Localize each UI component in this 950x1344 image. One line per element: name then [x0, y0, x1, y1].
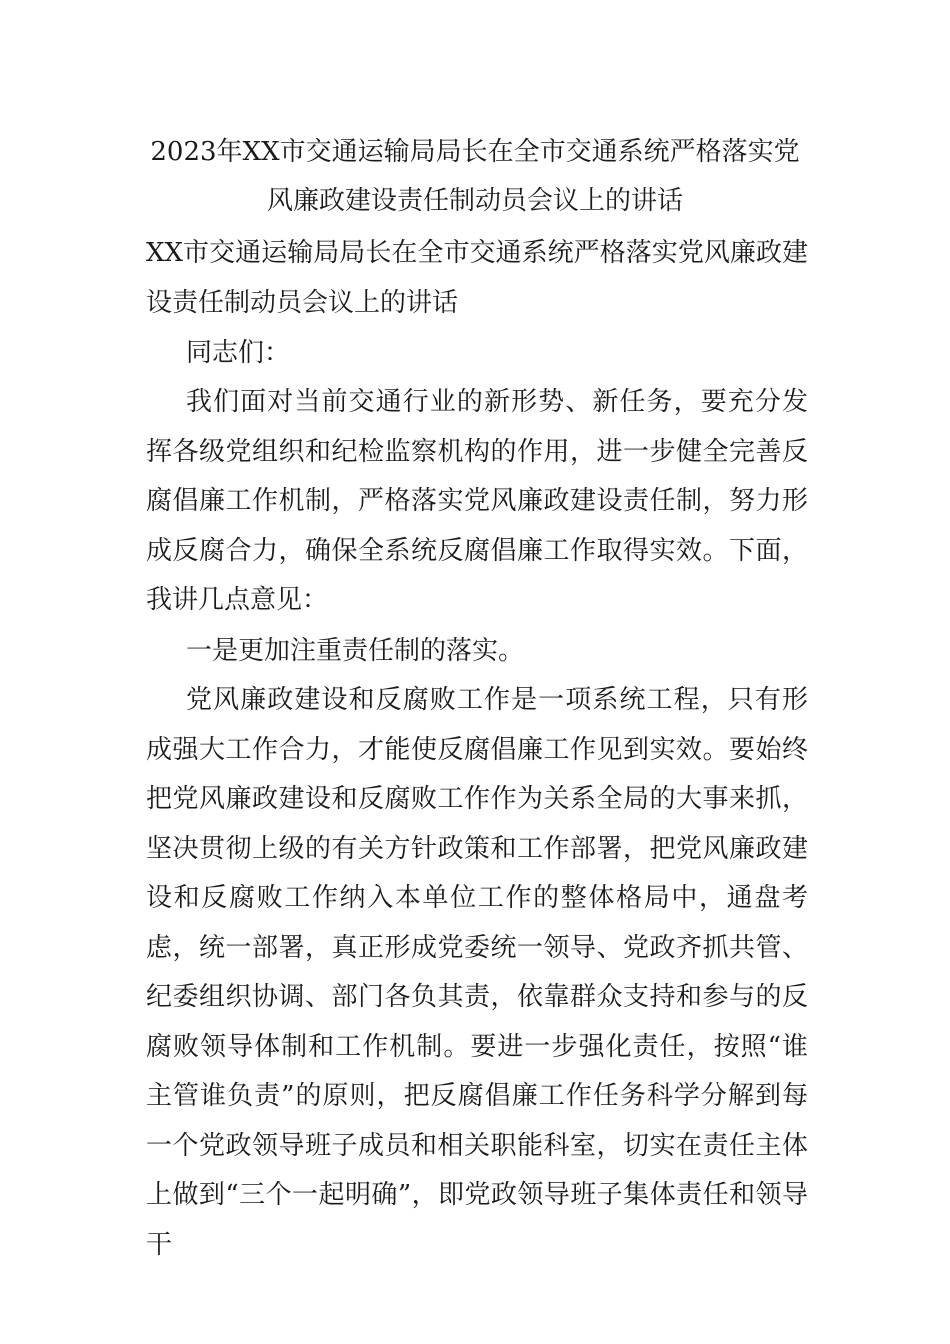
section-heading: 一是更加注重责任制的落实。 — [186, 636, 525, 666]
greeting: 同志们： — [186, 338, 291, 368]
document-title-line-2: 风廉政建设责任制动员会议上的讲话 — [266, 186, 683, 216]
paragraph-responsibility: 党风廉政建设和反腐败工作是一项系统工程，只有形成强大工作合力，才能使反腐倡廉工作见到实效。要始终把党风廉政建设和反腐败工作作为关系全局的大事来抓，坚决贯彻上级的有关方针政策和工作部署，把党风廉政建设和反腐败工作纳入本单位工作的整体格局中，通盘考虑，统一部署，真正形成党委统一领导、党政齐抓共管、纪委组织协调、部门各负其责，依靠群众支持和参与的反腐败领导体制和工作机制。要进一步强化责任，按照“谁主管谁负责”的原则，把反腐倡廉工作任务科学分解到每一个党政领导班子成员和相关职能科室，切实在责任主体上做到“三个一起明确”，即党政领导班子集体责任和领导干 — [146, 685, 808, 1260]
paragraph-intro: 我们面对当前交通行业的新形势、新任务，要充分发挥各级党组织和纪检监察机构的作用，进一步健全完善反腐倡廉工作机制，严格落实党风廉政建设责任制，努力形成反腐合力，确保全系统反腐倡廉工作取得实效。下面，我讲几点意见： — [146, 387, 808, 615]
document-title-line-1: 2023年XX市交通运输局局长在全市交通系统严格落实党 — [150, 137, 800, 167]
document-subtitle: XX市交通运输局局长在全市交通系统严格落实党风廉政建设责任制动员会议上的讲话 — [146, 238, 808, 318]
